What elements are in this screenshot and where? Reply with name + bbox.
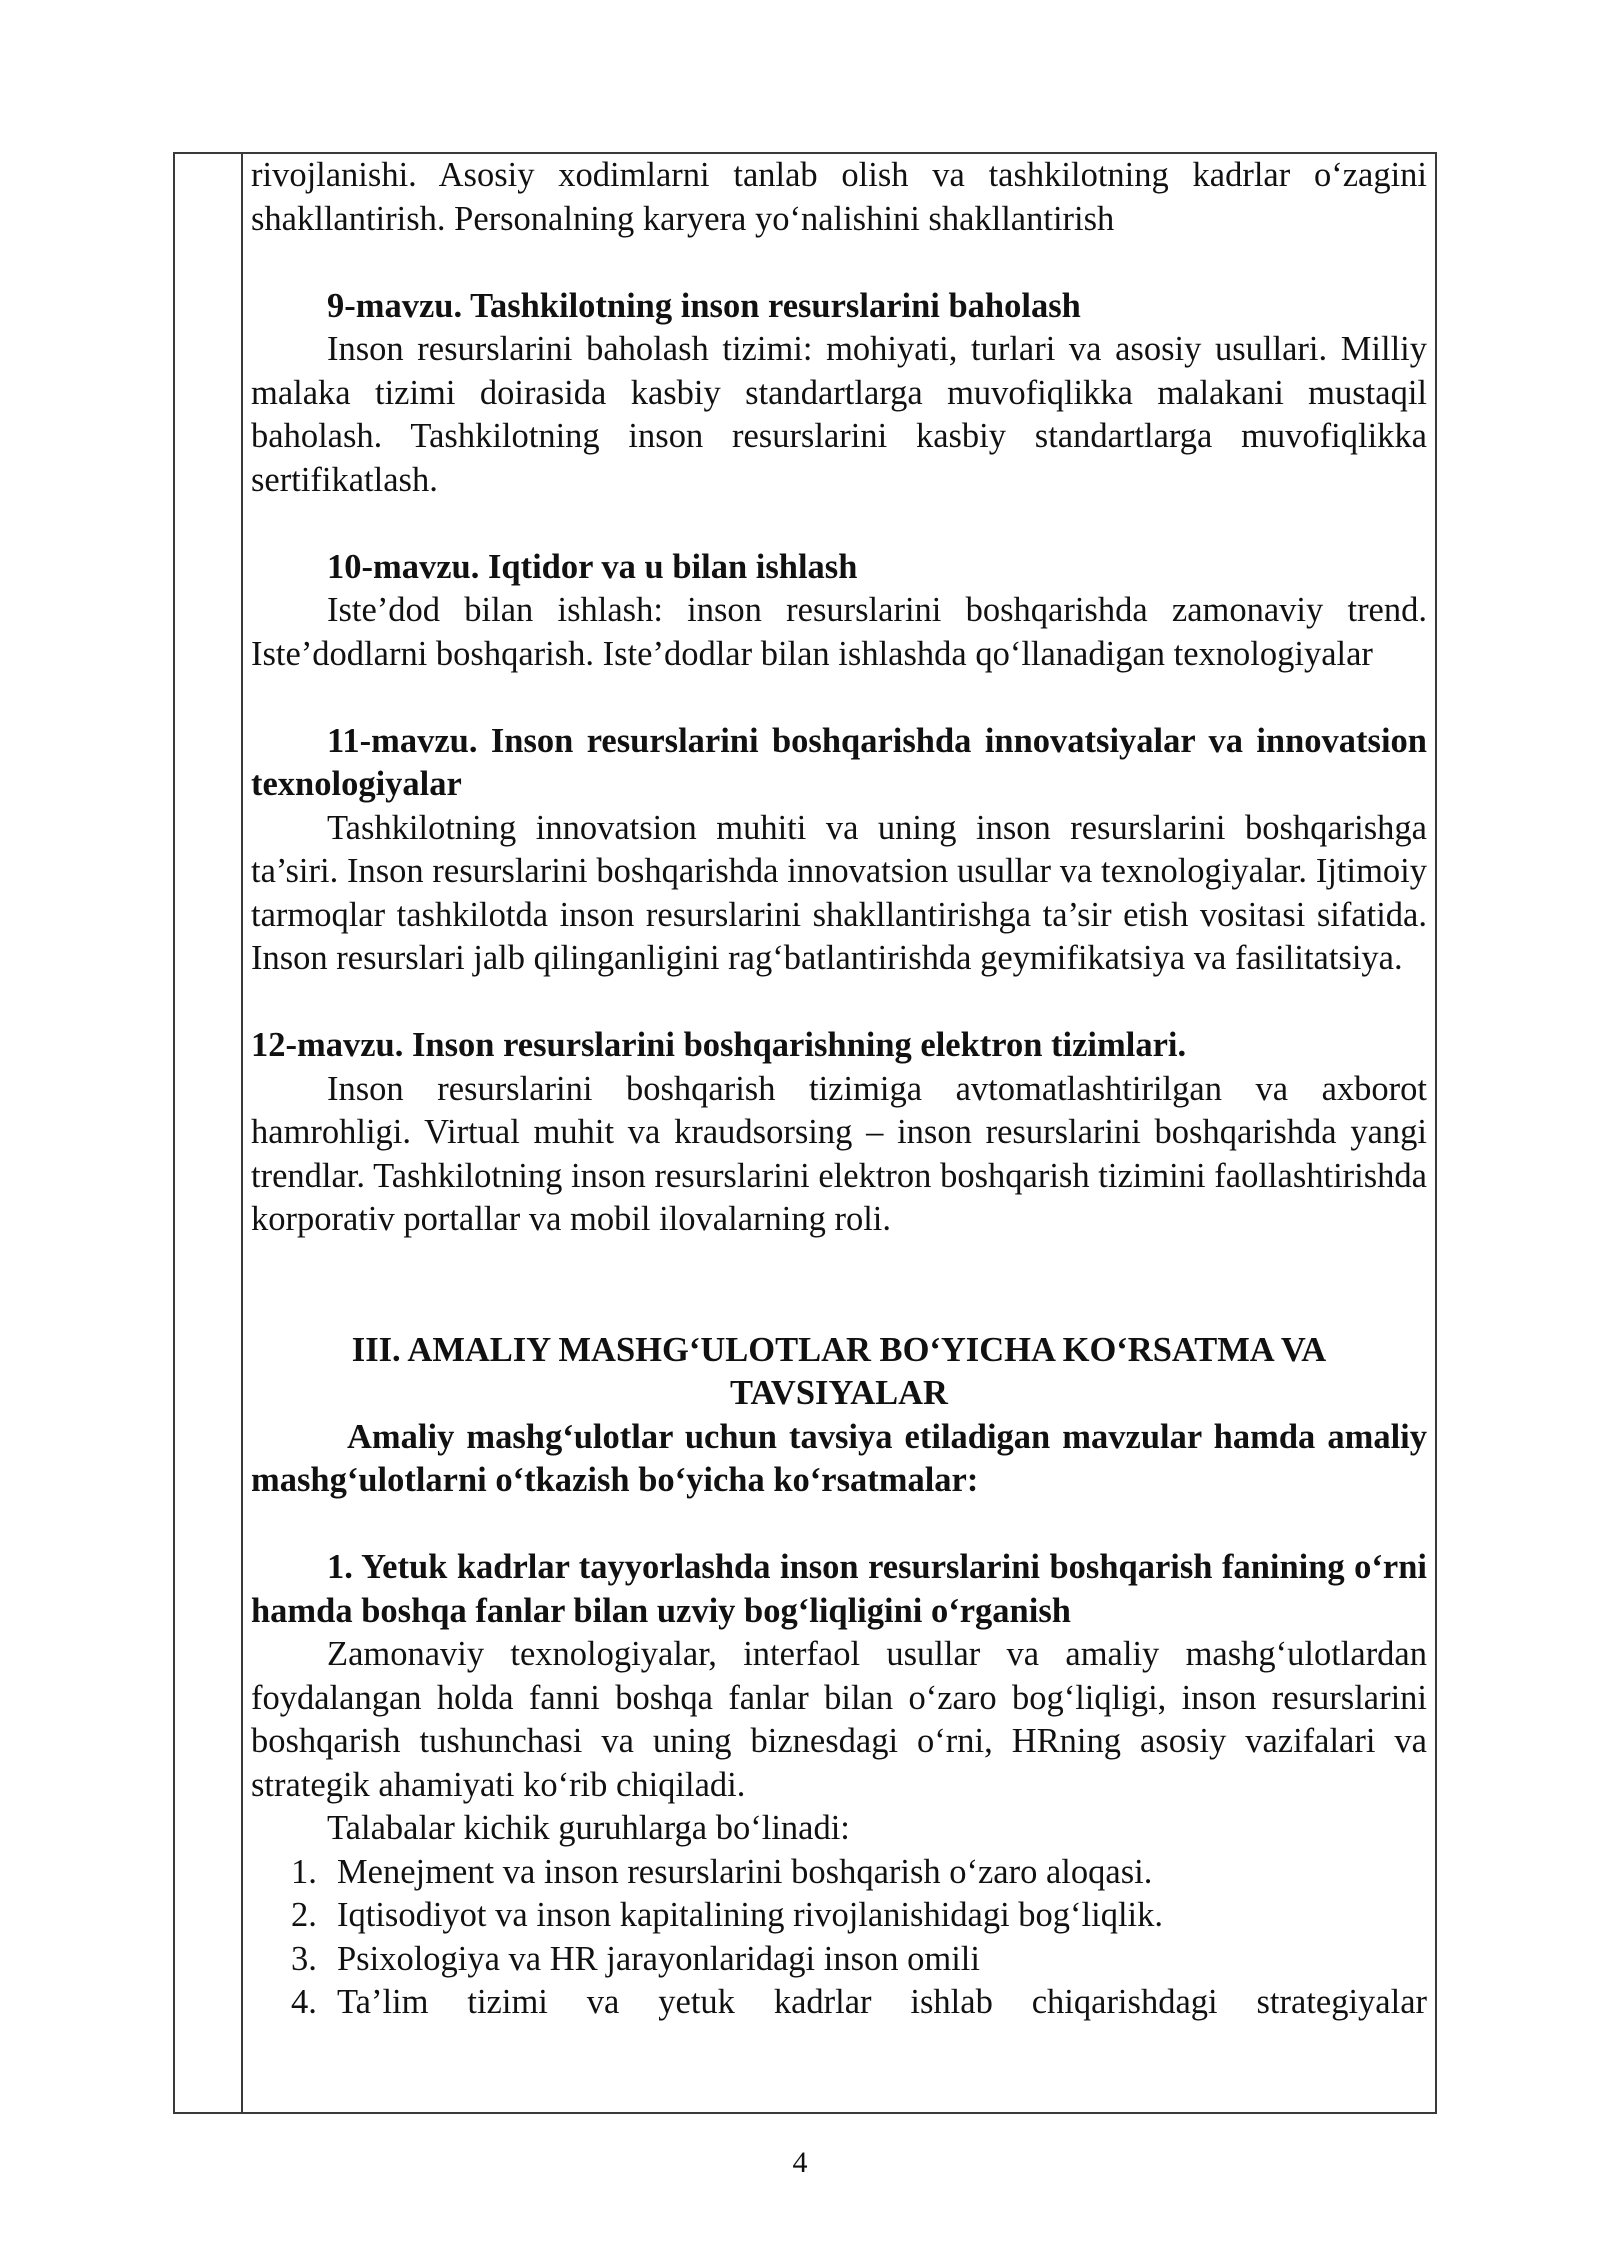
topic-10-title: 10-mavzu. Iqtidor va u bilan ishlash [327,547,858,586]
topic-9-title: 9-mavzu. Tashkilotning inson resurslarini baholash [327,286,1081,325]
topic-11-title: 11-mavzu. Inson resurslarini boshqarishda innovatsiyalar va innovatsion texnologiyalar [251,721,1427,803]
practical-topic-body: Zamonaviy texnologiyalar, interfaol usullar va amaliy mashg‘ulotlardan foydalangan holda fanni boshqa fanlar bilan o‘zaro bog‘liqligi, inson resurslarini boshqarish tushunchasi va uning biznesdagi o‘rni, HRning asosiy vazifalari va strategik ahamiyati ko‘rib chiqiladi. [251,1635,1427,1804]
list-item [251,1981,1427,2025]
list-item-number: 3. [291,1939,317,1978]
list-item-number: 2. [291,1896,317,1934]
continued-paragraph: rivojlanishi. Asosiy xodimlarni tanlab olish va tashkilotning kadrlar o‘zagini shakllantirish. Personalning karyera yo‘nalishini shakllantirish [251,156,1427,238]
list-item-number: 1. [291,1852,317,1891]
section-heading-line1: III. AMALIY MASHG‘ULOTLAR BO‘YICHA KO‘RSATMA VA [351,1330,1327,1369]
topic-9-body: Inson resurslarini baholash tizimi: mohiyati, turlari va asosiy usullari. Milliy malaka tizimi doirasida kasbiy standartlarga muvofiqlikka malakani mustaqil baholash. Tashkilotning inson resurslarini kasbiy standartlarga muvofiqlikka sertifikatlash. [251,330,1427,499]
topic-12-body: Inson resurslarini boshqarish tizimiga avtomatlashtirilgan va axborot hamrohligi. Virtual muhit va kraudsorsing – inson resurslarini boshqarishda yangi trendlar. Tashkilotning inson resurslarini elektron boshqarish tizimini faollashtirishda korporativ portallar va mobil ilovalarning roli. [251,1069,1427,1238]
groups-intro: Talabalar kichik guruhlarga bo‘linadi: [327,1809,850,1847]
section-subheading: Amaliy mashg‘ulotlar uchun tavsiya etiladigan mavzular hamda amaliy mashg‘ulotlarni o‘tkazish bo‘yicha ko‘rsatmalar: [251,1417,1427,1499]
groups-list [251,1851,1427,2025]
practical-topic-title: 1. Yetuk kadrlar tayyorlashda inson resurslarini boshqarish fanining o‘rni hamda boshqa fanlar bilan uzviy bog‘liqligini o‘rganish [251,1548,1427,1630]
section-heading-line2: TAVSIYALAR [730,1374,948,1412]
list-item-text: Iqtisodiyot va inson kapitalining rivojlanishidagi bog‘liqlik. [337,1896,1164,1934]
document-table-frame [173,152,1437,2114]
table-content-cell [251,154,1427,2112]
list-item-text: Ta’lim tizimi va yetuk kadrlar ishlab chiqarishdagi strategiyalar [337,1983,1427,2021]
list-item-text: Menejment va inson resurslarini boshqarish o‘zaro aloqasi. [337,1852,1153,1891]
list-item [251,1894,1427,1938]
table-left-column [175,154,243,2112]
list-item [251,1851,1427,1895]
list-item-number: 4. [291,1983,317,2021]
topic-12-title: 12-mavzu. Inson resurslarini boshqarishning elektron tizimlari. [251,1026,1187,1064]
page-number: 4 [792,2146,808,2179]
list-item-text: Psixologiya va HR jarayonlaridagi inson omili [337,1939,980,1978]
list-item [251,1938,1427,1982]
topic-11-body: Tashkilotning innovatsion muhiti va uning inson resurslarini boshqarishga ta’siri. Inson resurslarini boshqarishda innovatsion usullar va texnologiyalar. Ijtimoiy tarmoqlar tashkilotda inson resurslarini shakllantirishga ta’sir etish vositasi sifatida. Inson resurslari jalb qilinganligini rag‘batlantirishda geymifikatsiya va fasilitatsiya. [251,808,1427,977]
topic-10-body: Iste’dod bilan ishlash: inson resurslarini boshqarishda zamonaviy trend. Iste’dodlarni boshqarish. Iste’dodlar bilan ishlashda qo‘llanadigan texnologiyalar [251,591,1427,673]
